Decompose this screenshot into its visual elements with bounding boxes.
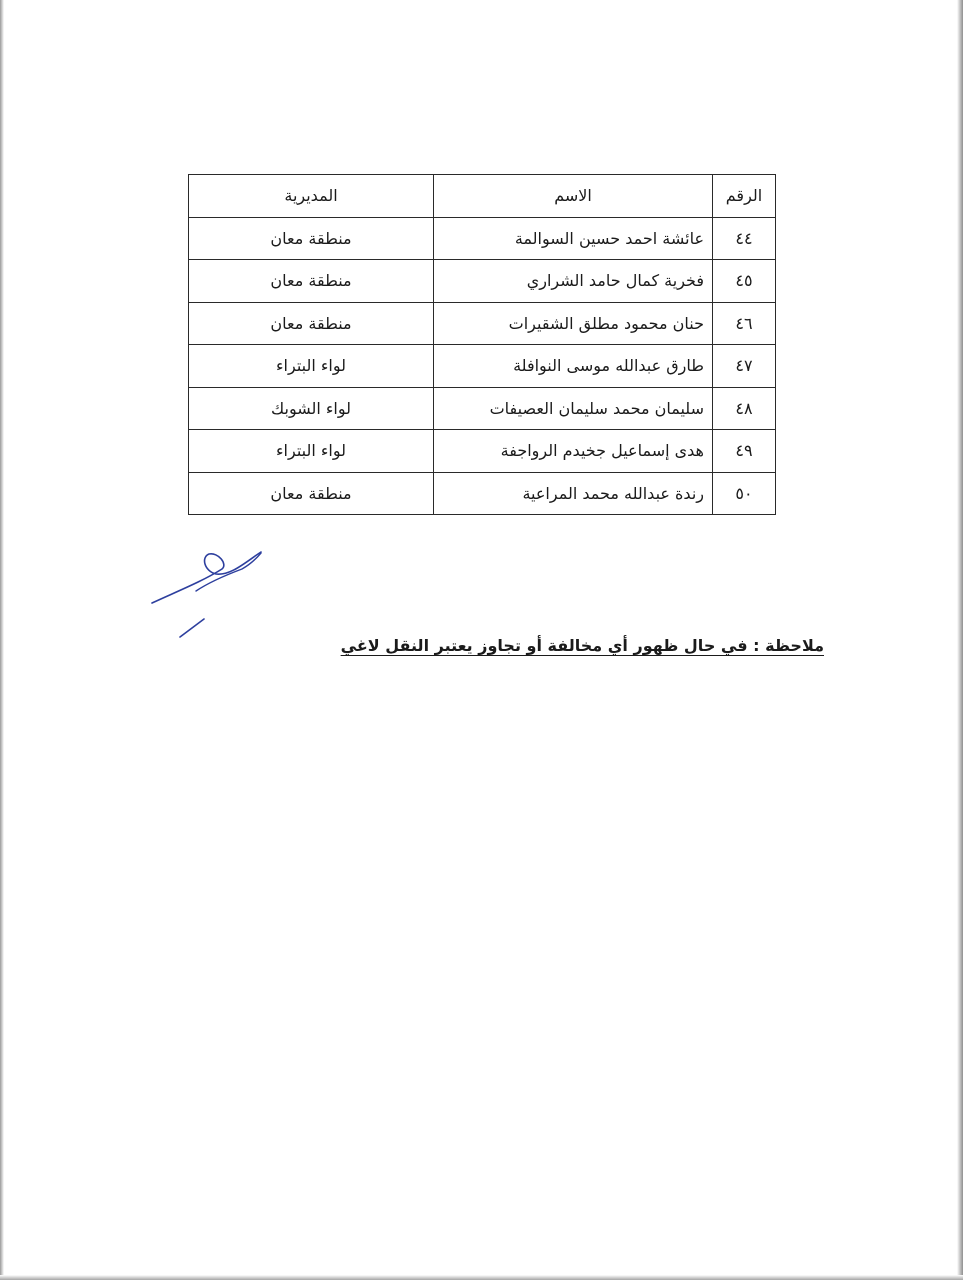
table-row [189, 260, 776, 303]
signature-stroke-main [152, 552, 261, 603]
signature-stroke-flourish [180, 619, 204, 637]
scan-edge-left [0, 0, 4, 1280]
row-name: رندة عبدالله محمد المراعية [434, 472, 713, 515]
scan-edge-right [957, 0, 963, 1280]
row-number: ٤٧ [713, 345, 776, 388]
row-directorate: منطقة معان [189, 302, 434, 345]
row-name: فخرية كمال حامد الشراري [434, 260, 713, 303]
row-number: ٤٩ [713, 430, 776, 473]
row-directorate: منطقة معان [189, 217, 434, 260]
table-row [189, 472, 776, 515]
row-directorate: لواء البتراء [189, 345, 434, 388]
row-name: حنان محمود مطلق الشقيرات [434, 302, 713, 345]
row-number: ٤٨ [713, 387, 776, 430]
row-directorate: منطقة معان [189, 260, 434, 303]
row-name: عائشة احمد حسين السوالمة [434, 217, 713, 260]
row-number: ٥٠ [713, 472, 776, 515]
row-number: ٤٥ [713, 260, 776, 303]
row-directorate: منطقة معان [189, 472, 434, 515]
header-number: الرقم [713, 175, 776, 218]
row-name: هدى إسماعيل جخيدم الرواجفة [434, 430, 713, 473]
transfer-note: ملاحظة : في حال ظهور أي مخالفة أو تجاوز يعتبر النقل لاغي [340, 636, 824, 655]
table-header-row [189, 175, 776, 218]
scan-edge-bottom [0, 1275, 963, 1280]
table-row [189, 217, 776, 260]
table-row [189, 302, 776, 345]
transfer-table [188, 174, 776, 515]
row-number: ٤٦ [713, 302, 776, 345]
header-directorate: المديرية [189, 175, 434, 218]
row-name: سليمان محمد سليمان العصيفات [434, 387, 713, 430]
signature-icon [148, 545, 268, 645]
row-number: ٤٤ [713, 217, 776, 260]
table-row [189, 387, 776, 430]
row-directorate: لواء الشوبك [189, 387, 434, 430]
table-row [189, 345, 776, 388]
header-name: الاسم [434, 175, 713, 218]
row-directorate: لواء البتراء [189, 430, 434, 473]
table-row [189, 430, 776, 473]
row-name: طارق عبدالله موسى النوافلة [434, 345, 713, 388]
